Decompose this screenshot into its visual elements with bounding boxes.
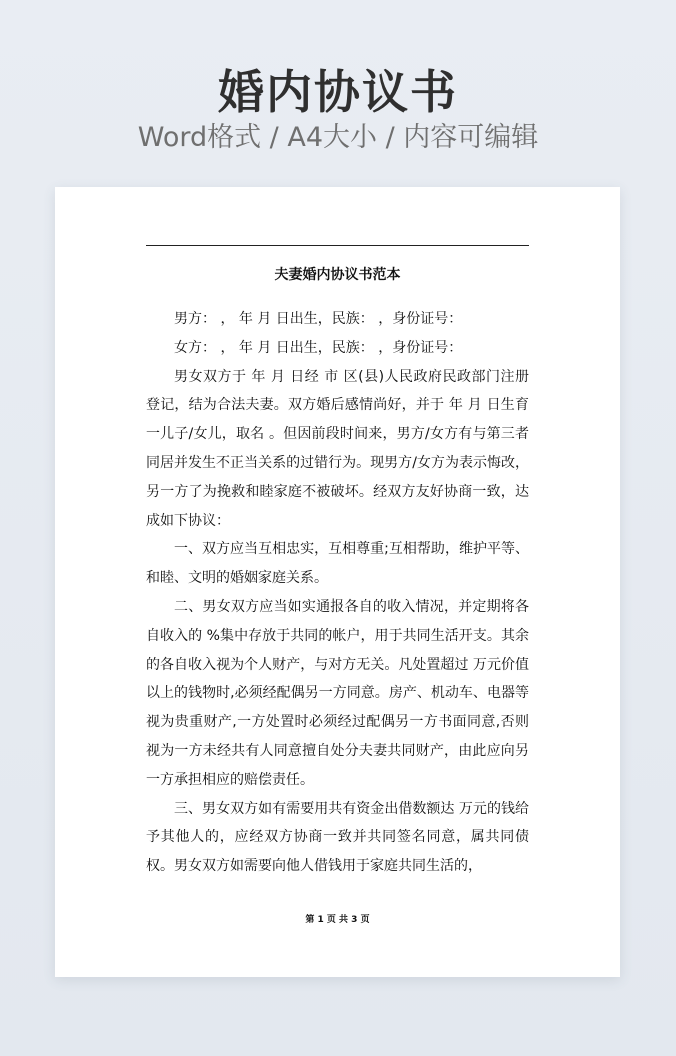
page-footer: 第 1 页 共 3 页 — [305, 915, 370, 925]
document-title: 夫妻婚内协议书范本 — [274, 267, 401, 283]
paragraph-preamble: 男女双方于 年 月 日经 市 区(县)人民政府民政部门注册登记，结为合法夫妻。双方婚后感情尚好，并于 年 月 日生育一儿子/女儿，取名 。但因前段时间来，男方/女方有与第三者同居并发生不正当关系的过错行为。现男方/女方为表示悔改，另一方了为挽救和睦家庭不被破坏。经双方友好协商一致，达成如下协议： — [146, 368, 529, 529]
paragraph-female-party: 女方： ， 年 月 日出生，民族： ，身份证号： — [174, 339, 463, 356]
document-body — [146, 305, 529, 881]
paragraph-clause-3: 三、男女双方如有需要用共有资金出借数额达 万元的钱给予其他人的，应经双方协商一致并共同签名同意，属共同债权。男女双方如需要向他人借钱用于家庭共同生活的， — [146, 800, 529, 875]
banner-title: 婚内协议书 — [218, 65, 458, 119]
paragraph-clause-2: 二、男女双方应当如实通报各自的收入情况，并定期将各自收入的 %集中存放于共同的帐户，用于共同生活开支。其余的各自收入视为个人财产，与对方无关。凡处置超过 万元价值以上的钱物时,必须经配偶另一方同意。房产、机动车、电器等视为贵重财产,一方处置时必须经过配偶另一方书面同意,否则视为一方未经共有人同意擅自处分夫妻共同财产，由此应向另一方承担相应的赔偿责任。 — [146, 598, 529, 788]
banner-subtitle: Word格式 / A4大小 / 内容可编辑 — [137, 122, 539, 153]
header-rule — [146, 245, 529, 246]
paragraph-clause-1: 一、双方应当互相忠实，互相尊重;互相帮助，维护平等、和睦、文明的婚姻家庭关系。 — [146, 541, 529, 587]
document-page — [55, 187, 620, 977]
paragraph-male-party: 男方： ， 年 月 日出生，民族： ，身份证号： — [174, 311, 463, 327]
